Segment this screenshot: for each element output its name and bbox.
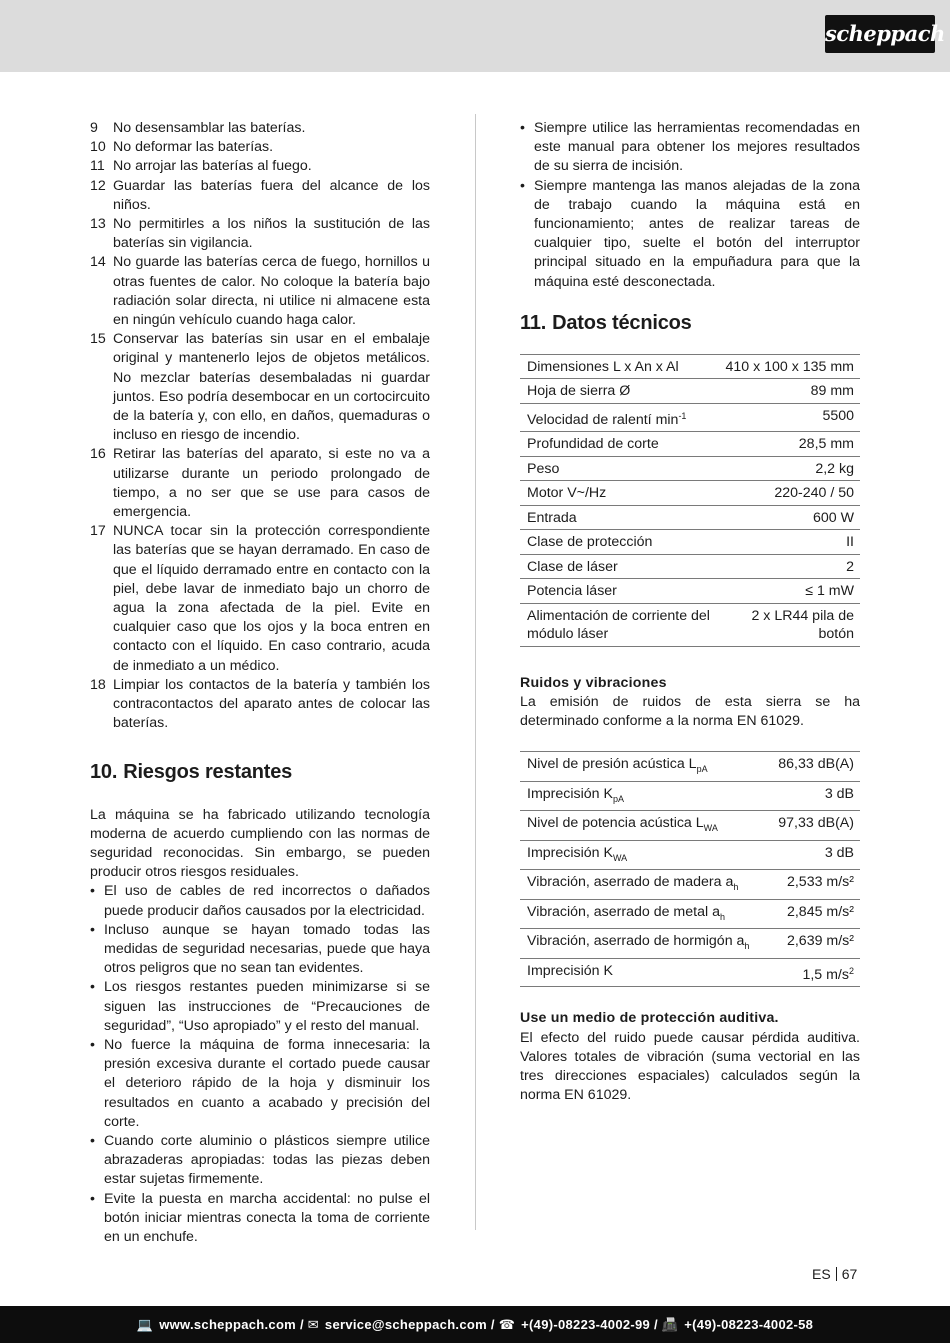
list-item: 13 No permitirles a los niños la sustitución de las baterías sin vigilancia. bbox=[90, 216, 430, 252]
list-item: 9 No desensamblar las baterías. bbox=[90, 120, 306, 136]
right-column bbox=[520, 119, 860, 1105]
computer-icon: 💻 bbox=[136, 1317, 154, 1332]
list-item: • El uso de cables de red incorrectos o dañados puede producir daños causados por la electricidad. bbox=[90, 883, 430, 919]
footer-email-link[interactable]: service@scheppach.com / bbox=[324, 1317, 495, 1332]
battery-safety-list bbox=[90, 119, 430, 734]
list-item: 15 Conservar las baterías sin usar en el embalaje original y mantenerlo lejos de objetos metálicos. No mezclar baterías desembaladas ni guardar juntos. Eso podría desembocar en un cortocircuito de la batería y, con ello, en daños, quemaduras o incluso en riesgo de incendio. bbox=[90, 331, 430, 444]
footer-website-link[interactable]: www.scheppach.com / bbox=[159, 1317, 304, 1332]
risks-intro: La máquina se ha fabricado utilizando tecnología moderna de acuerdo cumpliendo con las normas de seguridad reconocidas. Sin embargo, se pueden producir otros riesgos residuales. bbox=[90, 806, 430, 881]
footer-phone: +(49)-08223-4002-99 / bbox=[521, 1317, 658, 1332]
table-row: Potencia láser ≤ 1 mW bbox=[520, 579, 860, 604]
list-item: 11 No arrojar las baterías al fuego. bbox=[90, 158, 312, 175]
usage-bullet-list bbox=[520, 119, 860, 292]
footer-fax: +(49)-08223-4002-58 bbox=[684, 1317, 814, 1332]
table-row: Hoja de sierra Ø 89 mm bbox=[520, 379, 860, 404]
table-row: Profundidad de corte 28,5 mm bbox=[520, 432, 860, 457]
list-item: • Evite la puesta en marcha accidental: no pulse el botón iniciar mientras conecta la toma de corriente en un enchufe. bbox=[90, 1190, 430, 1245]
table-row: Clase de láser 2 bbox=[520, 554, 860, 579]
table-row: Velocidad de ralentí $\min^{-1}$ 5500 bbox=[520, 403, 860, 432]
fax-icon: 📠 bbox=[661, 1317, 679, 1332]
list-item: • No fuerce la máquina de forma innecesaria: la presión excesiva durante el cortado puede causar el deterioro rápido de la hoja y disminuir los resultados en cuanto a acabado y precisión del corte. bbox=[90, 1036, 430, 1130]
table-row: Nivel de presión acústica $L_{pA}$ 86,33 dB(A) bbox=[520, 752, 860, 782]
list-item: • Incluso aunque se hayan tomado todas las medidas de seguridad necesarias, puede que haya otros peligros que no sean tan evidentes. bbox=[90, 921, 430, 977]
list-item: 10 No deformar las baterías. bbox=[90, 139, 274, 156]
table-row: Vibración, aserrado de metal $a_h$ 2,845 m/s² bbox=[520, 899, 860, 929]
column-divider bbox=[475, 114, 476, 1230]
list-item: • Siempre mantenga las manos alejadas de la zona de trabajo cuando la máquina está en funcionamiento; antes de realizar tareas de cualquier tipo, suelte el botón del interruptor principal situado en la empuñadura para que la máquina esté desconectada. bbox=[520, 177, 860, 290]
table-row: Motor V~/Hz 220-240 / 50 bbox=[520, 481, 860, 506]
list-item: • Los riesgos restantes pueden minimizarse si se siguen las instrucciones de “Precauciones de seguridad”, “Uso apropiado” y el resto del manual. bbox=[90, 979, 430, 1034]
list-item: 12 Guardar las baterías fuera del alcance de los niños. bbox=[90, 177, 430, 213]
list-item: • Siempre utilice las herramientas recomendadas en este manual para obtener los mejores resultados de su sierra de incisión. bbox=[520, 120, 860, 175]
list-item: 17 NUNCA tocar sin la protección correspondiente las baterías que se hayan derramado. En caso de que el líquido derramado entre en contacto con la piel, debe lavar de inmediato bajo un chorro de agua la zona afectada de la piel. Evite en cualquier caso que los ojos y la boca entren en contacto con el líquido. En caso contrario, acuda de inmediato a un médico. bbox=[90, 523, 430, 674]
list-item: • Cuando corte aluminio o plásticos siempre utilice abrazaderas apropiadas: todas las piezas deben estar sujetas firmemente. bbox=[90, 1132, 430, 1188]
risks-bullet-list bbox=[90, 882, 430, 1247]
section-heading-risks: 10. Riesgos restantes bbox=[90, 760, 293, 783]
section-heading-tech-data: 11. Datos técnicos bbox=[520, 311, 692, 334]
table-row: Imprecisión $K_{pA}$ 3 dB bbox=[520, 781, 860, 811]
hearing-protection-heading: Use un medio de protección auditiva. bbox=[520, 1010, 779, 1027]
list-item: 14 No guarde las baterías cerca de fuego, hornillos u otras fuentes de calor. No coloque la batería bajo radiación solar directa, ni utilice ni almacene esta en ningún vehículo cuando haga calor. bbox=[90, 254, 430, 329]
left-column bbox=[90, 119, 430, 1247]
table-row: Entrada 600 W bbox=[520, 505, 860, 530]
phone-icon: ☎ bbox=[498, 1317, 516, 1332]
table-row: Clase de protección II bbox=[520, 530, 860, 555]
noise-table bbox=[520, 751, 860, 987]
noise-heading: Ruidos y vibraciones bbox=[520, 674, 667, 691]
page-footer bbox=[0, 1306, 950, 1343]
table-row: Nivel de potencia acústica $L_{WA}$ 97,33 dB(A) bbox=[520, 811, 860, 841]
table-row: Peso 2,2 kg bbox=[520, 456, 860, 481]
brand-logo: scheppach bbox=[825, 15, 935, 53]
table-row: Alimentación de corriente del módulo láser 2 x LR44 pila de botón bbox=[520, 603, 860, 646]
tech-data-table bbox=[520, 354, 860, 647]
hearing-protection-text: El efecto del ruido puede causar pérdida auditiva. Valores totales de vibración (suma vectorial en las tres direcciones espaciales) calculados según la norma EN 61029. bbox=[520, 1029, 860, 1104]
list-item: 18 Limpiar los contactos de la batería y también los contracontactos del aparato antes de colocar las baterías. bbox=[90, 676, 430, 732]
table-row: Imprecisión K 1,5 $m/s^2$ bbox=[520, 958, 860, 987]
list-item: 16 Retirar las baterías del aparato, si este no va a utilizarse durante un periodo prolongado de tiempo, a no ser que se use para casos de emergencia. bbox=[90, 446, 430, 521]
table-row: Dimensiones L x An x Al 410 x 100 x 135 mm bbox=[520, 354, 860, 379]
page-number-separator bbox=[836, 1267, 837, 1281]
table-row: Imprecisión $K_{WA}$ 3 dB bbox=[520, 840, 860, 870]
table-row: Vibración, aserrado de hormigón $a_h$ 2,639 m/s² bbox=[520, 929, 860, 959]
page-header bbox=[0, 0, 950, 72]
page-number: ES 67 bbox=[812, 1266, 858, 1282]
noise-text: La emisión de ruidos de esta sierra se ha determinado conforme a la norma EN 61029. bbox=[520, 694, 860, 730]
mail-icon: ✉ bbox=[307, 1317, 319, 1332]
table-row: Vibración, aserrado de madera $a_h$ 2,533 m/s² bbox=[520, 870, 860, 900]
